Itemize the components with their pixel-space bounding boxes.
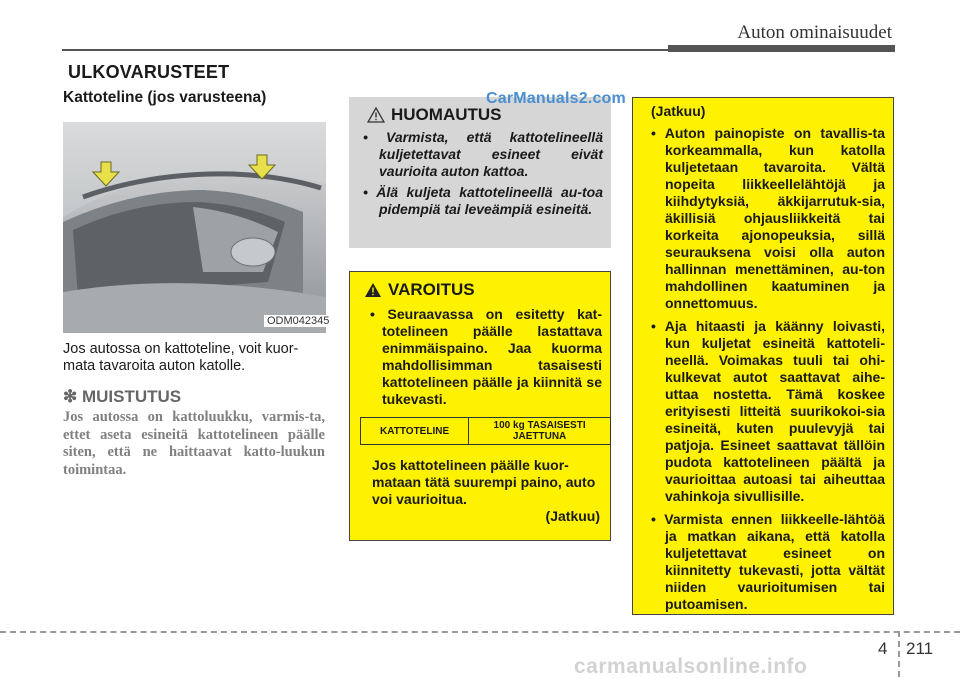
- continuation-list: [643, 125, 885, 613]
- caution-extra: [372, 457, 602, 525]
- table-row: [361, 418, 611, 445]
- section-title: ULKOVARUSTEET: [68, 62, 230, 82]
- caution-item: • Seuraavassa on esitetty kat-totelineen päälle lastattava enimmäispaino. Jaa kuorma mahdollisimman tasaisesti kattotelineen päälle ja kiinnitä se tukevasti.: [370, 306, 602, 407]
- continuation-item: • Varmista ennen liikkeelle-lähtöä ja matkan aikana, että katolla kuljetettavat esineet on kiinnitetty tukevasti, jotta vältät niiden vaurioitumisen tai putoamisen.: [651, 511, 885, 612]
- watermark-link[interactable]: CarManuals2.com: [486, 90, 626, 107]
- caution-title: VAROITUS: [388, 280, 475, 299]
- table-label-cell: KATTOTELINE: [361, 418, 469, 445]
- warning-triangle-icon: [367, 107, 385, 123]
- notice-list: [363, 129, 603, 218]
- caution-header: [364, 280, 602, 300]
- continuation-item: • Auton painopiste on tavallis-ta korkeammalla, kun katolla kuljetetaan tavaroita. Vältä nopeita liikkeellelähtöjä ja kiihdytyksiä, äkkijarrutuk-sia, äkillisiä ohjausliikkeitä tai korkeita ajonopeuksia, sillä seurauksena voisi olla auton hallinnan menettäminen, au-ton mahdollinen kaatuminen ja onnettomuus.: [651, 125, 885, 311]
- running-header: Auton ominaisuudet: [737, 22, 892, 43]
- caution-box: [349, 271, 611, 541]
- footer-divider: [0, 631, 960, 633]
- notice-item: • Varmista, että kattotelineellä kuljetettavat esineet eivät vaurioita auton kattoa.: [363, 129, 603, 179]
- chapter-number: 4: [878, 639, 888, 658]
- table-value-cell: [469, 418, 611, 445]
- continuation-box: [632, 97, 894, 615]
- caution-list: [362, 306, 602, 408]
- warning-triangle-filled-icon: [364, 282, 382, 298]
- notice-header: [367, 105, 603, 125]
- header-rule: [62, 49, 672, 51]
- table-value-line: JAETTUNA: [512, 431, 567, 442]
- site-watermark[interactable]: carmanualsonline.info: [574, 655, 808, 678]
- load-table: [360, 417, 611, 445]
- continuation-header: (Jatkuu): [651, 103, 706, 119]
- continuation-item: • Aja hitaasti ja käänny loivasti, kun kuljetat esineitä kattoteli-neellä. Voimakas tuuli tai ohi-kulkevat autot saattavat aihe-uttaa nostetta. Tämä koskee erityisesti litteitä suurikokoi-sia esineitä, kuten puulevyjä tai patjoja. Esineet saattavat tällöin pudota kattotelineen päältä ja vaurioittaa autoasi tai aiheuttaa vahinkoja sivullisille.: [651, 318, 885, 504]
- page-number: 211: [906, 639, 934, 658]
- note-title: ❇ MUISTUTUS: [63, 387, 182, 406]
- notice-title: HUOMAUTUS: [391, 105, 502, 124]
- table-value-line: 100 kg TASAISESTI: [493, 420, 586, 431]
- subheading: Kattoteline (jos varusteena): [63, 89, 267, 106]
- image-code: ODM042345: [264, 315, 332, 327]
- footer-separator: [898, 631, 900, 677]
- notice-box: [349, 97, 611, 248]
- caution-extra-text: Jos kattotelineen päälle kuor-mataan tätä suurempi paino, auto voi vaurioitua.: [372, 457, 596, 507]
- notice-item: • Älä kuljeta kattotelineellä au-toa pidempiä tai leveämpiä esineitä.: [363, 184, 603, 217]
- roof-rack-photo: [63, 122, 326, 333]
- car-roof-illustration: [63, 122, 326, 333]
- continued-label: (Jatkuu): [545, 508, 600, 524]
- intro-paragraph: Jos autossa on kattoteline, voit kuor-mata tavaroita auton katolle.: [63, 341, 299, 374]
- header-rule-bar: [668, 45, 895, 52]
- note-paragraph: Jos autossa on kattoluukku, varmis-ta, ettet aseta esineitä kattotelineen päälle siten, että ne haittaavat katto-luukun toimintaa.: [63, 409, 325, 478]
